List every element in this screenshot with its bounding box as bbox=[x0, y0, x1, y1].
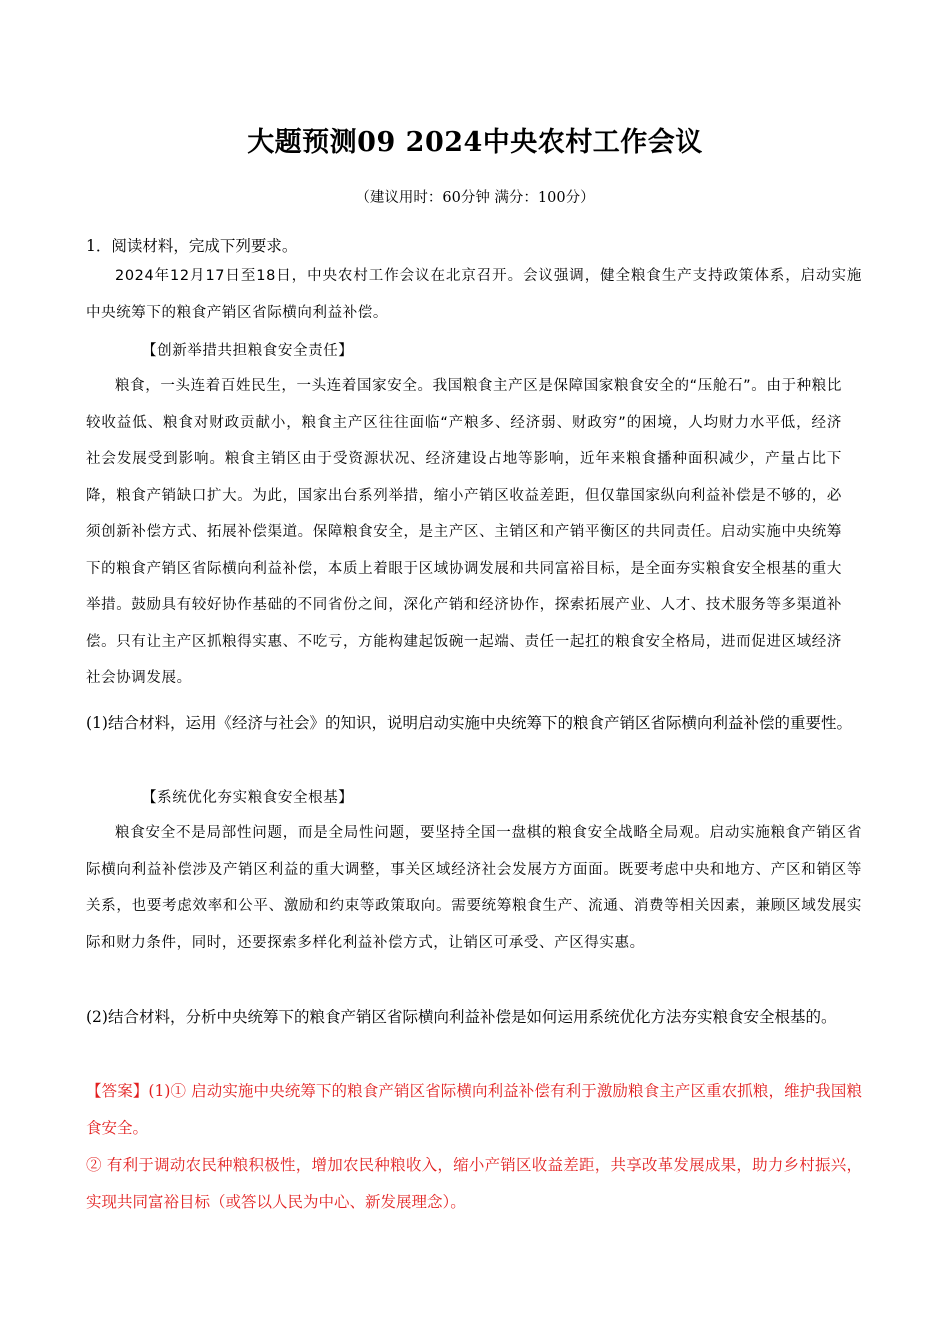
question-intro: 2024年12月17日至18日，中央农村工作会议在北京召开。会议强调，健全粮食生产支持政策体系，启动实施中央统筹下的粮食产销区省际横向利益补偿。 bbox=[86, 268, 862, 321]
page-title: 大题预测09 2024中央农村工作会议 bbox=[247, 127, 703, 158]
sub-question-2: (2)结合材料，分析中央统筹下的粮食产销区省际横向利益补偿是如何运用系统优化方法夯实粮食安全根基的。 bbox=[86, 1008, 837, 1026]
section2-body: 粮食安全不是局部性问题，而是全局性问题，要坚持全国一盘棋的粮食安全战略全局观。启动实施粮食产销区省际横向利益补偿涉及产销区利益的重大调整，事关区域经济社会发展方方面面。既要考虑中央和地方、产区和销区等关系，也要考虑效率和公平、激励和约束等政策取向。需要统筹粮食生产、流通、消费等相关因素，兼顾区域发展实际和财力条件，同时，还要探索多样化利益补偿方式，让销区可承受、产区得实惠。 bbox=[86, 825, 862, 951]
section1-heading: 【创新举措共担粮食安全责任】 bbox=[142, 343, 354, 359]
section2-heading: 【系统优化夯实粮食安全根基】 bbox=[142, 790, 354, 806]
sub-question-1: (1)结合材料，运用《经济与社会》的知识，说明启动实施中央统筹下的粮食产销区省际横向利益补偿的重要性。 bbox=[86, 714, 852, 732]
answer-label: 【答案】 bbox=[86, 1082, 149, 1100]
answer-line-2: ② 有利于调动农民种粮积极性，增加农民种粮收入，缩小产销区收益差距，共享改革发展成果，助力乡村振兴，实现共同富裕目标（或答以人民为中心、新发展理念）。 bbox=[86, 1156, 862, 1211]
question-number-line: 1．阅读材料，完成下列要求。 bbox=[86, 237, 298, 255]
time-score-note: （建议用时：60分钟 满分：100分） bbox=[355, 190, 595, 206]
section1-body: 粮食，一头连着百姓民生，一头连着国家安全。我国粮食主产区是保障国家粮食安全的“压舱石”。由于种粮比较收益低、粮食对财政贡献小，粮食主产区往往面临“产粮多、经济弱、财政穷”的困境，人均财力水平低，经济社会发展受到影响。粮食主销区由于受资源状况、经济建设占地等影响，近年来粮食播种面积减少，产量占比下降，粮食产销缺口扩大。为此，国家出台系列举措，缩小产销区收益差距，但仅靠国家纵向利益补偿是不够的，必须创新补偿方式、拓展补偿渠道。保障粮食安全，是主产区、主销区和产销平衡区的共同责任。启动实施中央统筹下的粮食产销区省际横向利益补偿，本质上着眼于区域协调发展和共同富裕目标，是全面夯实粮食安全根基的重大举措。鼓励具有较好协作基础的不同省份之间，深化产销和经济协作，探索拓展产业、人才、技术服务等多渠道补偿。只有让主产区抓粮得实惠、不吃亏，方能构建起饭碗一起端、责任一起扛的粮食安全格局，进而促进区域经济社会协调发展。 bbox=[86, 378, 842, 686]
answer-block bbox=[86, 1073, 862, 1146]
answer-line-1: (1)① 启动实施中央统筹下的粮食产销区省际横向利益补偿有利于激励粮食主产区重农抓粮，维护我国粮食安全。 bbox=[86, 1082, 862, 1137]
